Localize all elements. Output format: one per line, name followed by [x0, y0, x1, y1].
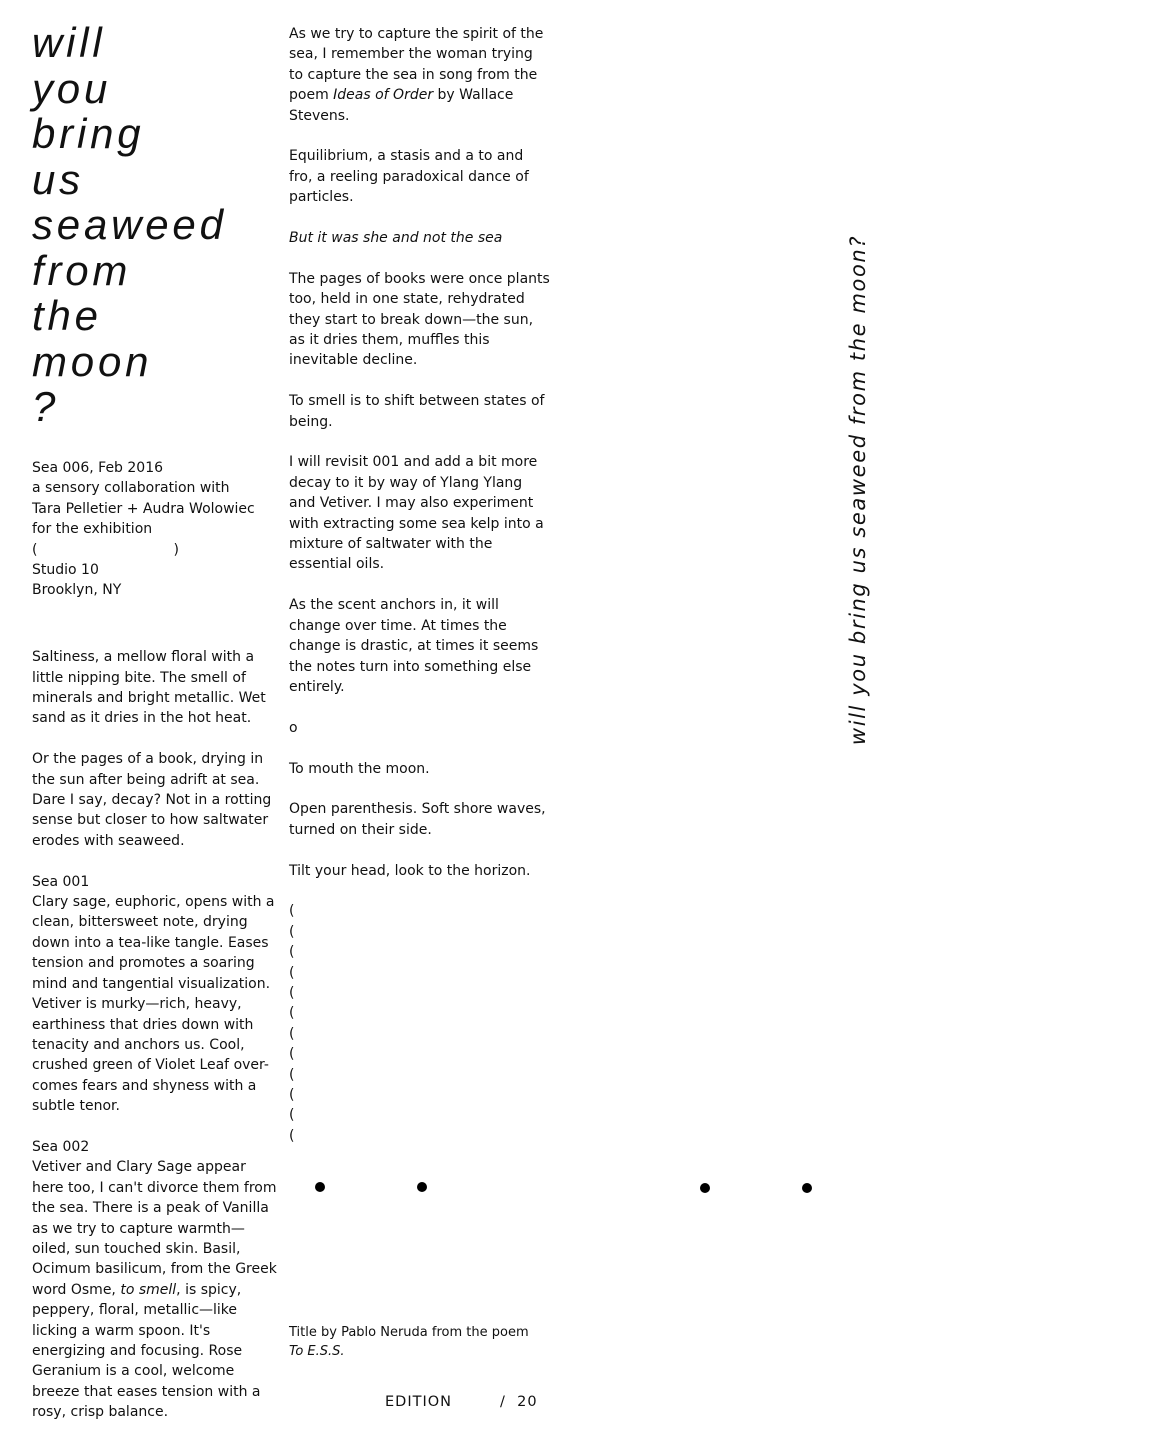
info-line: Studio 10	[32, 562, 99, 579]
paren-open: (	[32, 541, 38, 558]
paragraph: Or the pages of a book, drying in the sun after being adrift at sea. Dare I say, decay? Not in a rotting sense but closer to how saltwater erodes with seaweed.	[32, 751, 272, 849]
info-block	[32, 458, 278, 601]
title-line: ?	[32, 383, 60, 430]
text-run: by Wallace Stevens.	[289, 87, 514, 124]
parenthesis: (	[289, 1127, 295, 1144]
title-line: will	[32, 19, 106, 66]
dot-mark	[802, 1183, 812, 1193]
title-line: seaweed	[32, 201, 227, 248]
paragraph: As the scent anchors in, it will change over time. At times the change is drastic, at times it seems the notes turn into something else entirely.	[289, 597, 539, 695]
vertical-title: will you bring us seaweed from the moon?	[846, 234, 870, 746]
paragraph-sea002	[32, 1157, 278, 1422]
credit-line: Title by Pablo Neruda from the poem	[289, 1325, 529, 1340]
paragraph: To mouth the moon.	[289, 760, 430, 777]
credit-line	[289, 1343, 549, 1362]
parenthesis: (	[289, 1046, 295, 1063]
edition-label: EDITION	[385, 1394, 452, 1410]
parenthesis-stack	[289, 901, 551, 1146]
title-line: bring	[32, 110, 145, 157]
info-line: for the exhibition	[32, 521, 153, 538]
emphasis-text: Ideas of Order	[333, 87, 434, 104]
paragraph	[289, 24, 551, 126]
section-heading-sea002: Sea 002	[32, 1138, 90, 1155]
dot-mark	[700, 1183, 710, 1193]
title-line: us	[32, 155, 84, 203]
middle-column	[289, 24, 551, 1146]
parenthesis: (	[289, 1107, 295, 1124]
title-credit	[289, 1324, 549, 1361]
emphasis-text: to smell	[120, 1281, 177, 1298]
parenthesis: (	[289, 1025, 295, 1042]
title-line: from	[32, 246, 132, 294]
page-number: 20	[517, 1394, 538, 1410]
dot-mark	[315, 1182, 325, 1192]
paragraph: To smell is to shift between states of being.	[289, 393, 545, 430]
dot-mark	[417, 1182, 427, 1192]
emphasis-text: But it was she and not the sea	[289, 230, 503, 247]
paragraph: Open parenthesis. Soft shore waves, turned on their side.	[289, 801, 546, 838]
parenthesis: (	[289, 1066, 295, 1083]
parenthesis: (	[289, 964, 295, 981]
parenthesis: (	[289, 903, 295, 920]
paragraph: o	[289, 719, 298, 736]
info-line: a sensory collaboration with	[32, 480, 230, 497]
footer-separator: /	[500, 1394, 506, 1410]
parenthesis: (	[289, 923, 295, 940]
parenthesis: (	[289, 1086, 295, 1103]
paragraph: Saltiness, a mellow floral with a little nipping bite. The smell of minerals and bright metallic. Wet sand as it dries in the hot heat.	[32, 649, 266, 727]
paragraph: The pages of books were once plants too, held in one state, rehydrated they start to break down—the sun, as it dries them, muffles this inevitable decline.	[289, 270, 550, 369]
title-line: moon	[32, 337, 153, 385]
info-line: Brooklyn, NY	[32, 582, 122, 599]
page-footer	[385, 1394, 538, 1410]
text-run: , is spicy, peppery, floral, metallic—like licking a warm spoon. It's energizing and focusing. Rose Geranium is a cool, welcome breeze that eases tension with a rosy, crisp balance.	[32, 1281, 261, 1421]
parenthesis: (	[289, 1005, 295, 1022]
paragraph: Equilibrium, a stasis and a to and fro, a reeling paradoxical dance of particles.	[289, 148, 529, 206]
section-heading-sea001: Sea 001	[32, 873, 90, 890]
info-line: Tara Pelletier + Audra Wolowiec	[32, 500, 255, 517]
paragraph	[289, 228, 551, 248]
paragraph: I will revisit 001 and add a bit more decay to it by way of Ylang Ylang and Vetiver. I may also experiment with extracting some sea kelp into a mixture of saltwater with the essential oils.	[289, 454, 544, 573]
title-line: the	[32, 292, 102, 339]
emphasis-text: To E.S.S.	[289, 1343, 345, 1359]
paren-close: )	[173, 541, 179, 558]
left-column	[32, 458, 278, 1443]
info-parentheses	[32, 540, 278, 560]
page-title	[32, 20, 272, 430]
title-line: you	[32, 64, 112, 112]
text-run: As we try to capture the spirit of the sea, I remember the woman trying to capture the sea in song from the poem	[289, 26, 544, 104]
info-line: Sea 006, Feb 2016	[32, 460, 164, 476]
paragraph-sea001: Clary sage, euphoric, opens with a clean, bittersweet note, drying down into a tea-like tangle. Eases tension and promotes a soaring mind and tangential visualization. Vetiver is murky—rich, heavy, earthiness that dries down with tenacity and anchors us. Cool, crushed green of Violet Leaf over-comes fears and shyness with a subtle tenor.	[32, 894, 275, 1115]
text-run: Vetiver and Clary Sage appear here too, I can't divorce them from the sea. There is a peak of Vanilla as we try to capture warmth—oiled, sun touched skin. Basil, Ocimum basilicum, from the Greek word Osme,	[32, 1159, 277, 1298]
parenthesis: (	[289, 984, 295, 1001]
paragraph: Tilt your head, look to the horizon.	[289, 862, 531, 879]
parenthesis: (	[289, 944, 295, 961]
